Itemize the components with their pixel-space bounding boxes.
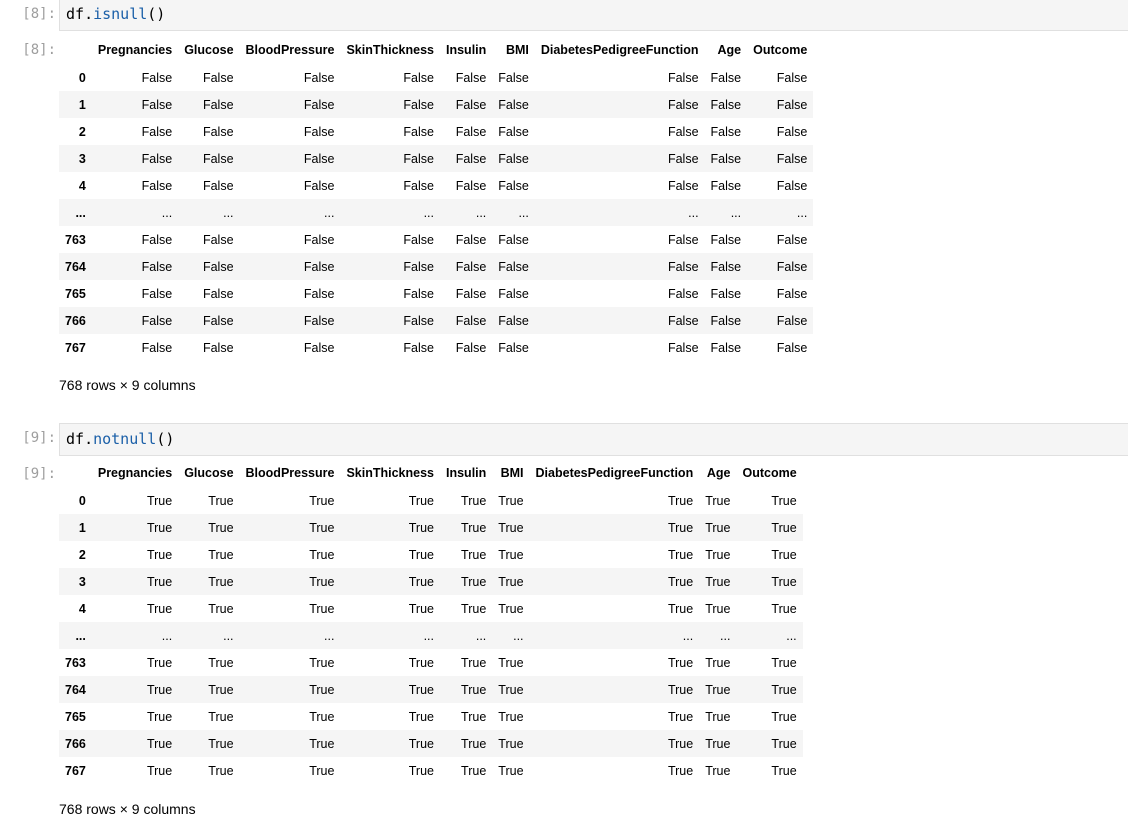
table-cell: True (461, 547, 487, 562)
table-cell: True (309, 574, 335, 589)
table-cell: True (208, 682, 234, 697)
table-row (59, 280, 813, 307)
table-cell: True (705, 763, 731, 778)
table-row (59, 730, 803, 757)
table-cell: True (309, 682, 335, 697)
table-cell: True (408, 682, 434, 697)
table-cell: True (461, 493, 487, 508)
table-cell: False (202, 313, 234, 328)
column-header: Pregnancies (92, 37, 178, 64)
table-cell: False (141, 313, 173, 328)
table-cell: False (498, 97, 529, 112)
table-cell: False (710, 232, 742, 247)
table-cell: False (303, 313, 335, 328)
index-header (59, 460, 92, 487)
table-cell: False (403, 97, 434, 112)
table-cell: False (202, 124, 234, 139)
table-cell: True (498, 574, 524, 589)
table-cell: True (498, 601, 524, 616)
table-cell: False (776, 232, 808, 247)
table-cell: ... (720, 628, 731, 643)
table-cell: False (710, 151, 742, 166)
table-cell: True (408, 763, 434, 778)
table-cell: False (403, 124, 434, 139)
row-index: ... (75, 205, 86, 220)
table-cell: True (461, 709, 487, 724)
table-cell: ... (518, 205, 529, 220)
column-header: Age (699, 460, 736, 487)
table-cell: False (498, 286, 529, 301)
table-cell: False (303, 259, 335, 274)
table-cell: False (498, 340, 529, 355)
table-cell: False (498, 70, 529, 85)
table-cell: True (408, 601, 434, 616)
input-prompt: [9]: (22, 430, 56, 446)
code-editor[interactable] (59, 0, 1128, 31)
table-cell: True (771, 655, 797, 670)
table-cell: True (146, 763, 173, 778)
table-cell: False (667, 232, 699, 247)
column-header: BMI (492, 460, 529, 487)
table-cell: False (202, 97, 234, 112)
table-cell: True (146, 736, 173, 751)
index-header (59, 37, 92, 64)
table-cell: False (141, 232, 173, 247)
table-cell: False (403, 70, 434, 85)
table-cell: False (303, 97, 335, 112)
table-cell: True (498, 736, 524, 751)
table-row (59, 487, 803, 515)
table-cell: True (309, 520, 335, 535)
code-method: isnull (93, 5, 148, 23)
table-cell: True (667, 547, 694, 562)
table-cell: True (667, 520, 694, 535)
table-cell: ... (475, 205, 487, 220)
table-cell: False (202, 259, 234, 274)
table-cell: False (498, 151, 529, 166)
table-cell: True (667, 493, 694, 508)
row-index: 764 (65, 259, 86, 274)
table-cell: True (461, 682, 487, 697)
table-cell: False (776, 178, 808, 193)
table-cell: False (710, 259, 742, 274)
table-cell: True (208, 655, 234, 670)
table-cell: False (403, 286, 434, 301)
row-index: 1 (78, 97, 86, 112)
table-cell: False (303, 70, 335, 85)
table-cell: True (208, 763, 234, 778)
table-cell: False (498, 124, 529, 139)
table-cell: False (303, 124, 335, 139)
table-cell: True (771, 682, 797, 697)
table-cell: False (776, 286, 808, 301)
input-prompt: [8]: (22, 6, 56, 22)
column-header: Pregnancies (92, 460, 178, 487)
table-cell: True (498, 493, 524, 508)
table-cell: False (403, 232, 434, 247)
table-row (59, 649, 803, 676)
table-cell: False (141, 97, 173, 112)
row-index: 2 (78, 124, 86, 139)
row-index: 0 (78, 70, 86, 85)
row-index: 0 (78, 493, 86, 508)
table-cell: False (710, 70, 742, 85)
table-cell: True (461, 520, 487, 535)
row-index: 767 (65, 763, 86, 778)
row-index: 764 (65, 682, 86, 697)
table-cell: True (408, 655, 434, 670)
table-row (59, 253, 813, 280)
table-cell: True (309, 601, 335, 616)
table-row (59, 199, 813, 226)
table-cell: False (403, 313, 434, 328)
table-cell: True (771, 736, 797, 751)
table-cell: ... (423, 628, 434, 643)
table-cell: True (461, 655, 487, 670)
table-row (59, 676, 803, 703)
table-cell: True (667, 655, 694, 670)
table-cell: False (202, 232, 234, 247)
table-cell: False (667, 259, 699, 274)
table-cell: False (141, 70, 173, 85)
row-index: 763 (65, 232, 86, 247)
table-cell: True (667, 763, 694, 778)
table-cell: False (710, 340, 742, 355)
table-cell: ... (423, 205, 434, 220)
row-index: 763 (65, 655, 86, 670)
table-cell: True (146, 520, 173, 535)
table-cell: False (141, 259, 173, 274)
table-cell: False (455, 259, 487, 274)
dataframe-table (59, 460, 803, 784)
column-header: BloodPressure (240, 37, 341, 64)
table-cell: True (705, 601, 731, 616)
table-cell: False (403, 340, 434, 355)
table-cell: False (776, 97, 808, 112)
table-cell: False (710, 178, 742, 193)
table-cell: True (705, 574, 731, 589)
table-cell: False (303, 340, 335, 355)
table-cell: False (141, 178, 173, 193)
table-cell: False (455, 286, 487, 301)
table-cell: True (771, 574, 797, 589)
table-cell: False (498, 259, 529, 274)
column-header: SkinThickness (340, 460, 440, 487)
table-cell: False (303, 286, 335, 301)
table-cell: False (776, 70, 808, 85)
table-cell: False (710, 124, 742, 139)
table-cell: True (498, 709, 524, 724)
table-cell: False (498, 313, 529, 328)
code-suffix: () (147, 5, 166, 23)
code-object: df (66, 430, 85, 448)
table-cell: True (498, 682, 524, 697)
table-cell: False (202, 286, 234, 301)
table-row (59, 541, 803, 568)
table-row (59, 622, 803, 649)
table-cell: False (498, 178, 529, 193)
table-cell: False (455, 313, 487, 328)
table-cell: True (408, 547, 434, 562)
code-suffix: () (156, 430, 175, 448)
table-cell: False (776, 313, 808, 328)
code-line[interactable]: df.isnull() (66, 5, 166, 23)
table-row (59, 226, 813, 253)
table-cell: True (461, 736, 487, 751)
column-header: BloodPressure (240, 460, 341, 487)
row-index: 2 (78, 547, 86, 562)
output-prompt: [9]: (22, 466, 56, 482)
table-row (59, 118, 813, 145)
table-cell: False (403, 178, 434, 193)
table-cell: False (202, 340, 234, 355)
table-cell: False (455, 340, 487, 355)
table-cell: True (667, 736, 694, 751)
code-editor[interactable] (59, 423, 1128, 456)
table-cell: True (208, 547, 234, 562)
table-cell: True (208, 493, 234, 508)
table-cell: True (208, 709, 234, 724)
column-header: Outcome (747, 37, 813, 64)
code-method: notnull (93, 430, 157, 448)
table-cell: True (461, 763, 487, 778)
row-index: 4 (78, 178, 86, 193)
table-cell: False (455, 97, 487, 112)
column-header: DiabetesPedigreeFunction (530, 460, 700, 487)
table-cell: ... (161, 205, 173, 220)
column-header: Age (705, 37, 748, 64)
table-cell: False (776, 151, 808, 166)
table-cell: False (455, 178, 487, 193)
table-row (59, 703, 803, 730)
table-cell: True (146, 655, 173, 670)
table-cell: ... (688, 205, 699, 220)
table-row (59, 172, 813, 199)
table-cell: True (146, 709, 173, 724)
table-cell: True (309, 547, 335, 562)
table-cell: False (303, 151, 335, 166)
shape-summary: 768 rows × 9 columns (59, 801, 196, 817)
table-cell: ... (223, 205, 234, 220)
table-body (59, 64, 813, 362)
table-cell: False (776, 340, 808, 355)
table-cell: True (771, 520, 797, 535)
table-cell: ... (513, 628, 524, 643)
table-cell: False (141, 286, 173, 301)
row-index: 3 (78, 574, 86, 589)
table-cell: True (461, 601, 487, 616)
table-cell: ... (796, 205, 808, 220)
table-cell: True (667, 682, 694, 697)
table-cell: True (461, 574, 487, 589)
table-cell: False (403, 259, 434, 274)
table-cell: True (146, 574, 173, 589)
table-cell: False (202, 178, 234, 193)
table-cell: ... (730, 205, 742, 220)
column-header: BMI (492, 37, 535, 64)
table-cell: True (705, 736, 731, 751)
table-cell: True (771, 709, 797, 724)
table-cell: ... (786, 628, 797, 643)
table-cell: False (667, 124, 699, 139)
table-cell: True (771, 547, 797, 562)
table-cell: False (498, 232, 529, 247)
table-cell: True (705, 655, 731, 670)
shape-summary: 768 rows × 9 columns (59, 377, 196, 393)
table-cell: True (309, 655, 335, 670)
table-cell: False (710, 286, 742, 301)
table-cell: ... (223, 628, 234, 643)
table-row (59, 334, 813, 361)
table-cell: True (498, 547, 524, 562)
table-cell: True (705, 493, 731, 508)
table-row (59, 307, 813, 334)
table-cell: ... (682, 628, 694, 643)
table-cell: True (771, 493, 797, 508)
table-cell: True (309, 736, 335, 751)
row-index: ... (75, 628, 86, 643)
table-body (59, 487, 803, 785)
code-line[interactable]: df.notnull() (66, 430, 175, 448)
table-cell: True (146, 682, 173, 697)
table-cell: True (208, 601, 234, 616)
row-index: 1 (78, 520, 86, 535)
table-cell: False (667, 97, 699, 112)
column-header: DiabetesPedigreeFunction (535, 37, 705, 64)
table-cell: False (141, 340, 173, 355)
row-index: 766 (65, 736, 86, 751)
table-row (59, 91, 813, 118)
row-index: 766 (65, 313, 86, 328)
table-row (59, 64, 813, 92)
table-cell: False (667, 313, 699, 328)
table-cell: True (667, 574, 694, 589)
table-cell: False (141, 124, 173, 139)
table-row (59, 514, 803, 541)
table-cell: False (455, 232, 487, 247)
table-cell: True (208, 736, 234, 751)
table-cell: True (408, 709, 434, 724)
table-cell: True (498, 520, 524, 535)
table-cell: True (408, 493, 434, 508)
table-cell: True (408, 520, 434, 535)
table-row (59, 568, 803, 595)
table-cell: False (710, 313, 742, 328)
table-cell: True (498, 655, 524, 670)
table-cell: True (309, 709, 335, 724)
table-cell: True (705, 709, 731, 724)
column-header: Insulin (440, 37, 492, 64)
table-cell: True (408, 736, 434, 751)
table-cell: False (455, 151, 487, 166)
column-header: Insulin (440, 460, 492, 487)
column-header: Glucose (178, 37, 239, 64)
table-cell: True (208, 520, 234, 535)
row-index: 765 (65, 709, 86, 724)
dataframe-table (59, 37, 813, 361)
table-cell: False (667, 70, 699, 85)
table-cell: False (202, 151, 234, 166)
column-header: Glucose (178, 460, 239, 487)
table-cell: True (705, 547, 731, 562)
table-cell: True (146, 547, 173, 562)
table-cell: ... (161, 628, 173, 643)
table-cell: False (667, 286, 699, 301)
table-cell: True (309, 763, 335, 778)
table-cell: ... (475, 628, 487, 643)
table-cell: False (667, 340, 699, 355)
table-cell: False (455, 70, 487, 85)
table-cell: False (141, 151, 173, 166)
output-prompt: [8]: (22, 42, 56, 58)
code-object: df (66, 5, 85, 23)
table-cell: True (309, 493, 335, 508)
table-cell: True (771, 763, 797, 778)
table-cell: True (146, 493, 173, 508)
table-cell: False (710, 97, 742, 112)
table-cell: True (498, 763, 524, 778)
row-index: 767 (65, 340, 86, 355)
table-cell: False (667, 178, 699, 193)
table-row (59, 595, 803, 622)
table-row (59, 145, 813, 172)
table-row (59, 757, 803, 784)
column-header: Outcome (736, 460, 802, 487)
table-cell: True (208, 574, 234, 589)
table-cell: ... (324, 628, 335, 643)
header-row (59, 37, 813, 64)
table-cell: True (705, 682, 731, 697)
table-cell: True (408, 574, 434, 589)
table-cell: False (776, 259, 808, 274)
table-cell: True (146, 601, 173, 616)
table-cell: True (771, 601, 797, 616)
table-cell: False (776, 124, 808, 139)
row-index: 765 (65, 286, 86, 301)
table-cell: False (303, 178, 335, 193)
header-row (59, 460, 803, 487)
table-cell: False (667, 151, 699, 166)
table-cell: True (667, 601, 694, 616)
table-cell: False (202, 70, 234, 85)
table-cell: True (705, 520, 731, 535)
row-index: 3 (78, 151, 86, 166)
column-header: SkinThickness (340, 37, 440, 64)
table-cell: ... (324, 205, 335, 220)
row-index: 4 (78, 601, 86, 616)
table-cell: False (403, 151, 434, 166)
table-cell: False (303, 232, 335, 247)
table-cell: False (455, 124, 487, 139)
table-cell: True (667, 709, 694, 724)
